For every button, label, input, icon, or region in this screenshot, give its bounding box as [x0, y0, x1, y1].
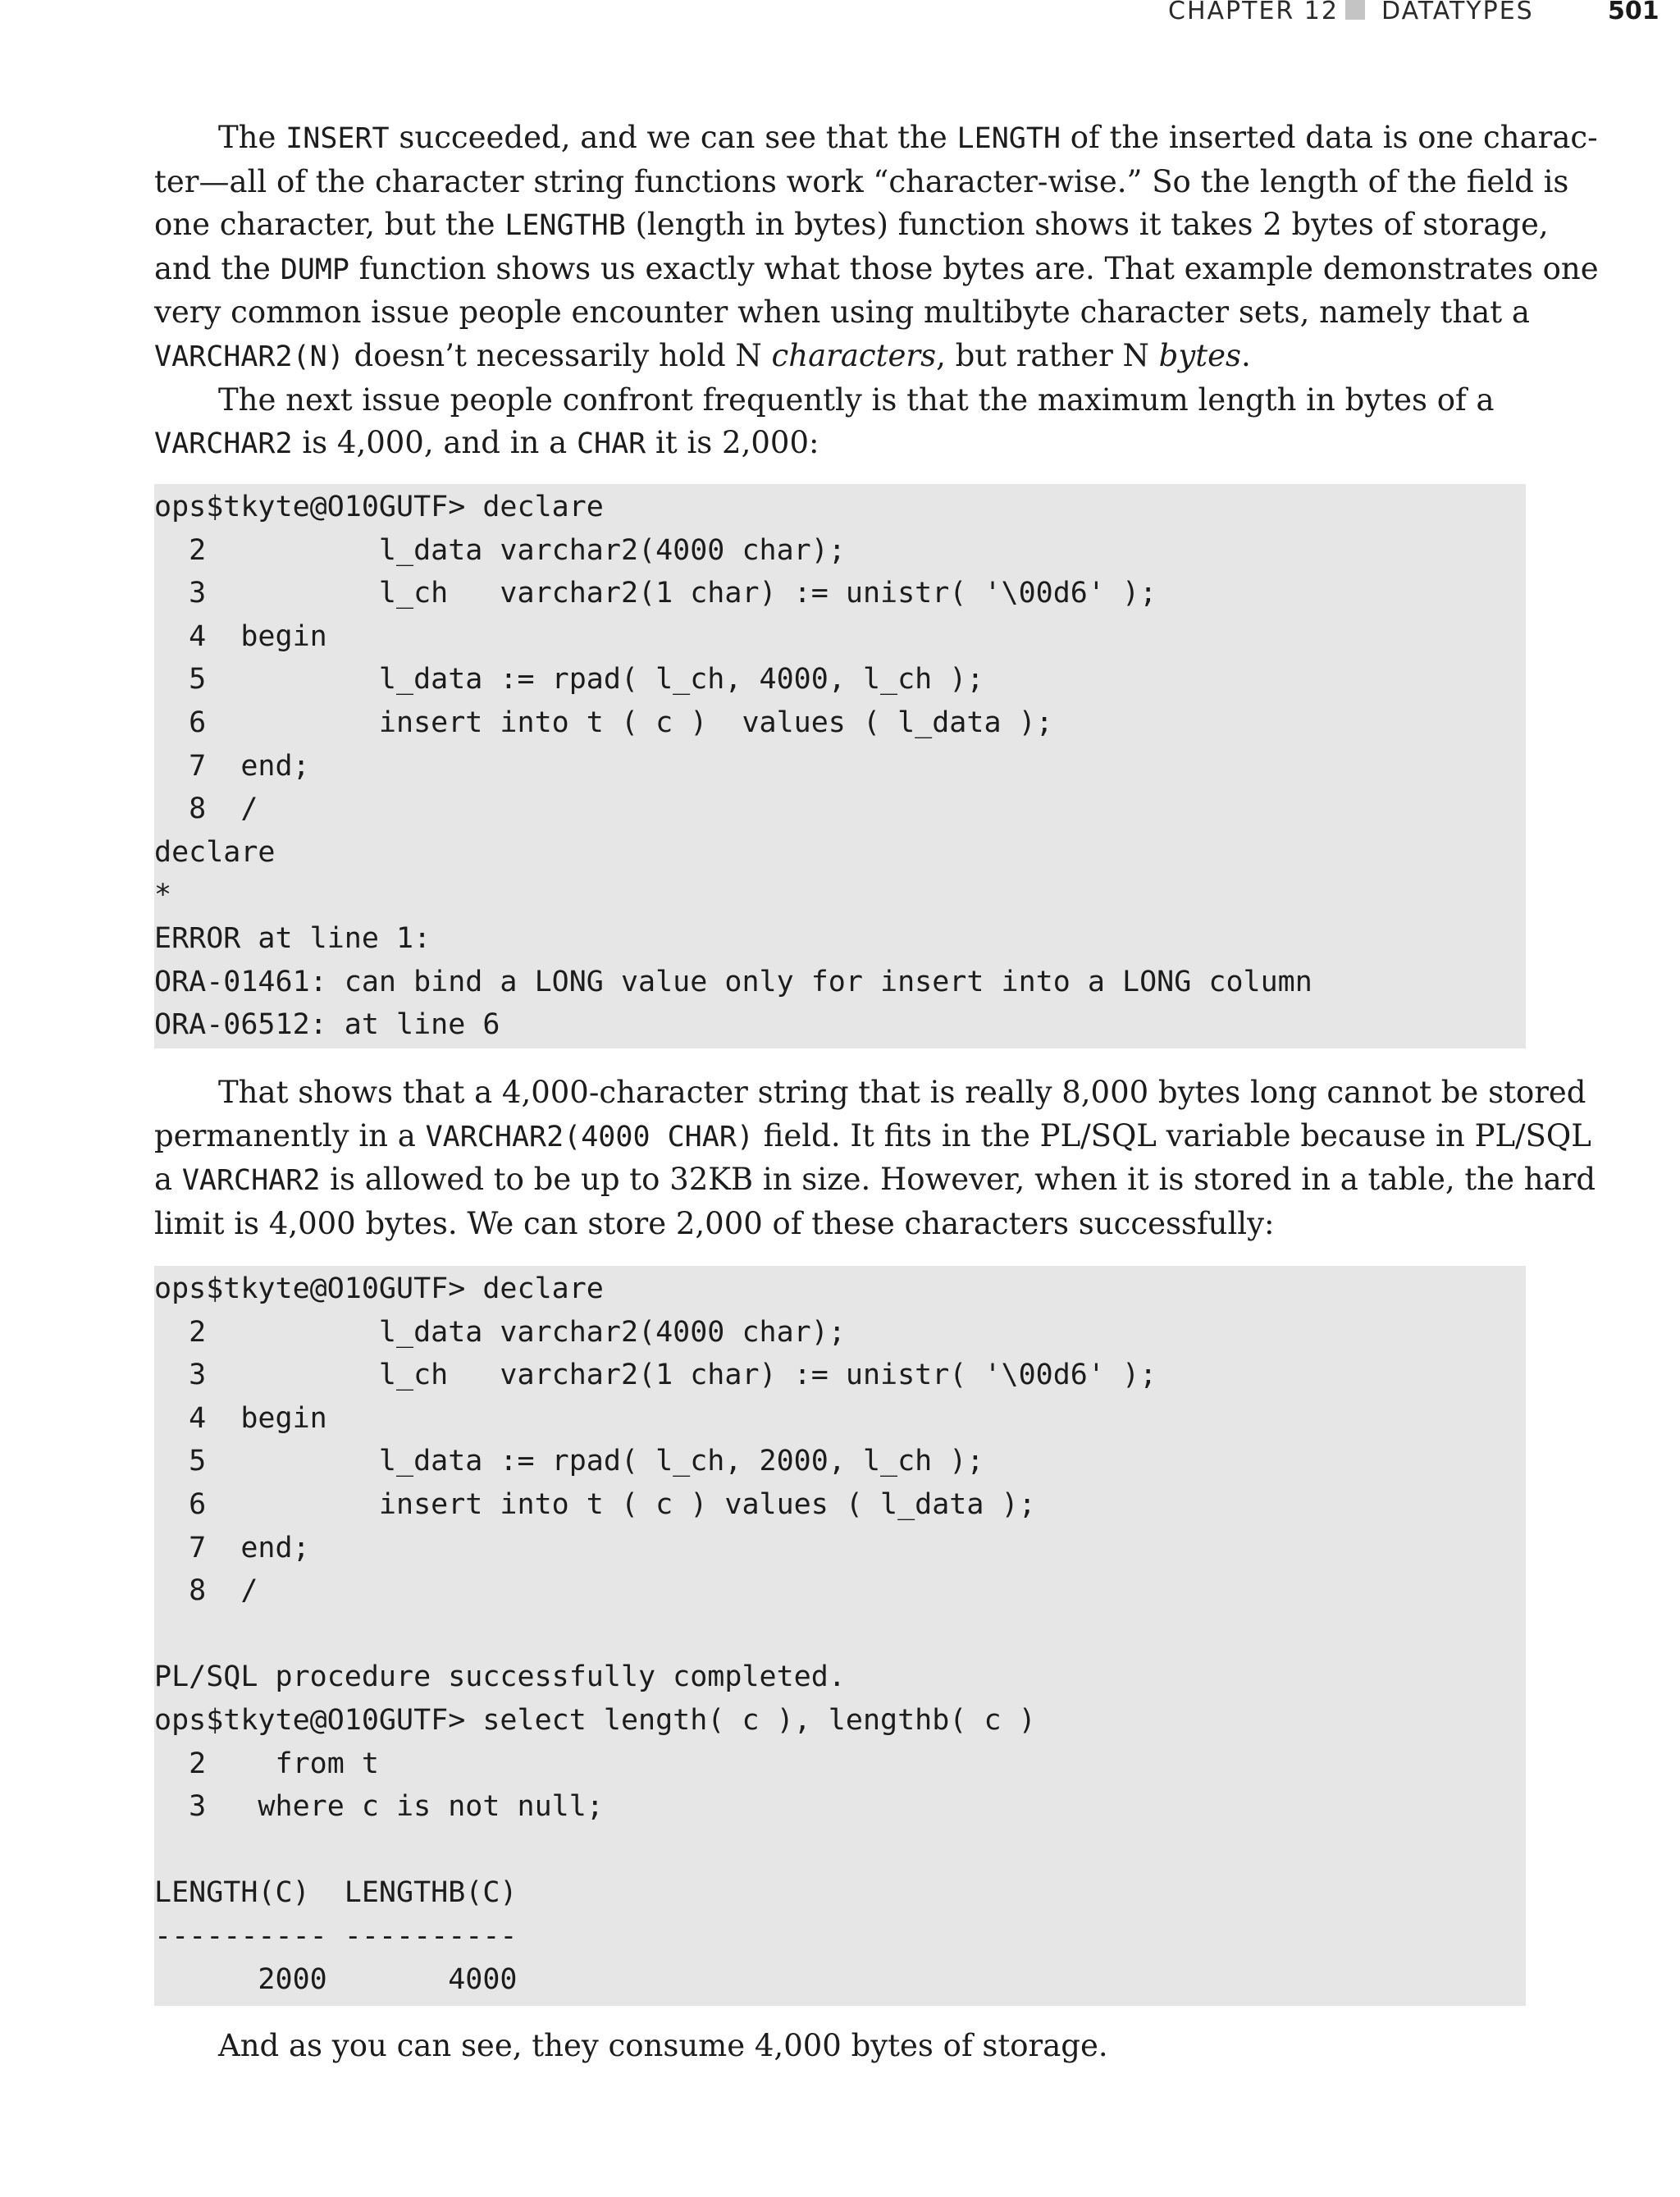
chapter-title: DATATYPES	[1381, 0, 1534, 25]
text: .	[1241, 337, 1251, 373]
chapter-label: CHAPTER 12	[1168, 0, 1339, 25]
text: doesn’t necessarily hold N	[344, 337, 772, 373]
para3-line-2	[154, 1115, 1591, 1159]
inline-code: VARCHAR2	[181, 1164, 321, 1198]
inline-code: VARCHAR2(4000 CHAR)	[425, 1120, 754, 1153]
italic-text: bytes	[1158, 337, 1242, 373]
text: (length in bytes) function shows it takes 2 bytes of storage,	[625, 207, 1549, 243]
code-line: ops$tkyte@O10GUTF> select length( c ), lengthb( c )	[154, 1703, 1036, 1737]
text: field. It fits in the PL/SQL variable because in PL/SQL	[753, 1117, 1591, 1153]
para4-line-1: And as you can see, they consume 4,000 bytes of storage.	[218, 2028, 1108, 2063]
code-line: ---------- ----------	[154, 1919, 518, 1953]
para3-line-4: limit is 4,000 bytes. We can store 2,000 of these characters successfully:	[154, 1205, 1275, 1241]
page-number: 501	[1608, 0, 1659, 25]
code-line: ORA-01461: can bind a LONG value only for insert into a LONG column	[154, 965, 1312, 998]
code-block-2	[154, 1266, 1526, 2006]
running-header	[0, 0, 1680, 33]
inline-code: VARCHAR2(N)	[154, 340, 345, 373]
inline-code: LENGTHB	[504, 209, 626, 243]
inline-code: INSERT	[285, 122, 390, 155]
para2-line-2	[154, 422, 1532, 466]
header-separator-square	[1345, 0, 1365, 20]
text: succeeded, and we can see that the	[389, 120, 957, 155]
para1-line-2: ter—all of the character string functions work “character-wise.” So the length of the field is	[154, 163, 1569, 199]
para1-line-3	[154, 203, 1549, 248]
para3-line-3	[154, 1158, 1596, 1203]
code-line	[154, 1613, 1526, 1656]
code-line: 8 /	[154, 792, 258, 826]
code-line: 2 from t	[154, 1747, 379, 1780]
code-line: 2 l_data varchar2(4000 char);	[154, 533, 846, 567]
text: it is 2,000:	[646, 425, 819, 461]
code-line: 5 l_data := rpad( l_ch, 4000, l_ch );	[154, 663, 984, 697]
inline-code: CHAR	[576, 427, 646, 461]
text: and the	[154, 250, 281, 286]
code-line: ops$tkyte@O10GUTF> declare	[154, 491, 604, 523]
code-line: 6 insert into t ( c ) values ( l_data );	[154, 706, 1053, 739]
code-line: LENGTH(C) LENGTHB(C)	[154, 1876, 518, 1910]
text: is allowed to be up to 32KB in size. However, when it is stored in a table, the hard	[320, 1162, 1596, 1198]
code-line: 4 begin	[154, 619, 327, 653]
text: is 4,000, and in a	[292, 425, 577, 461]
code-line: 7 end;	[154, 1531, 310, 1564]
code-line: 7 end;	[154, 749, 310, 783]
text: function shows us exactly what those bytes are. That example demonstrates one	[349, 250, 1599, 286]
code-line: 2 l_data varchar2(4000 char);	[154, 1315, 846, 1349]
para1-line-6	[154, 335, 1532, 379]
code-line: 8 /	[154, 1574, 258, 1608]
para2-line-1: The next issue people confront frequently is that the maximum length in bytes of a	[218, 381, 1495, 418]
code-line	[154, 1829, 1526, 1872]
inline-code: DUMP	[280, 253, 349, 286]
para1-line-1	[154, 116, 1598, 161]
code-line: 3 where c is not null;	[154, 1790, 604, 1824]
code-line: 4 begin	[154, 1401, 327, 1435]
code-line: ops$tkyte@O10GUTF> declare	[154, 1272, 604, 1305]
code-line: *	[154, 879, 172, 912]
text: permanently in a	[154, 1117, 426, 1153]
code-line: 5 l_data := rpad( l_ch, 2000, l_ch );	[154, 1445, 984, 1478]
code-line: 6 insert into t ( c ) values ( l_data );	[154, 1487, 1036, 1521]
inline-code: LENGTH	[956, 122, 1061, 155]
code-line: 3 l_ch varchar2(1 char) := unistr( '\00d6' );	[154, 577, 1157, 610]
code-block-1	[154, 484, 1526, 1048]
inline-code: VARCHAR2	[154, 427, 293, 461]
body-paragraph-1	[154, 116, 1599, 466]
para3-line-1: That shows that a 4,000-character string that is really 8,000 bytes long cannot be stored	[218, 1075, 1586, 1110]
code-line: 3 l_ch varchar2(1 char) := unistr( '\00d6' );	[154, 1359, 1157, 1392]
para1-line-5: very common issue people encounter when using multibyte character sets, namely that a	[154, 295, 1530, 331]
text: of the inserted data is one charac-	[1060, 120, 1598, 155]
text: The	[218, 120, 286, 155]
italic-text: characters	[771, 337, 937, 373]
text: a	[154, 1162, 182, 1198]
text: , but rather N	[936, 337, 1159, 373]
text: one character, but the	[154, 207, 505, 243]
code-line: 2000 4000	[154, 1962, 518, 1996]
code-line: PL/SQL procedure successfully completed.	[154, 1660, 846, 1694]
code-line: declare	[154, 835, 276, 869]
body-paragraph-3	[154, 1071, 1596, 1245]
code-line: ERROR at line 1:	[154, 921, 431, 955]
body-paragraph-4	[154, 2025, 1532, 2068]
code-line: ORA-06512: at line 6	[154, 1008, 500, 1042]
para1-line-4	[154, 248, 1599, 292]
